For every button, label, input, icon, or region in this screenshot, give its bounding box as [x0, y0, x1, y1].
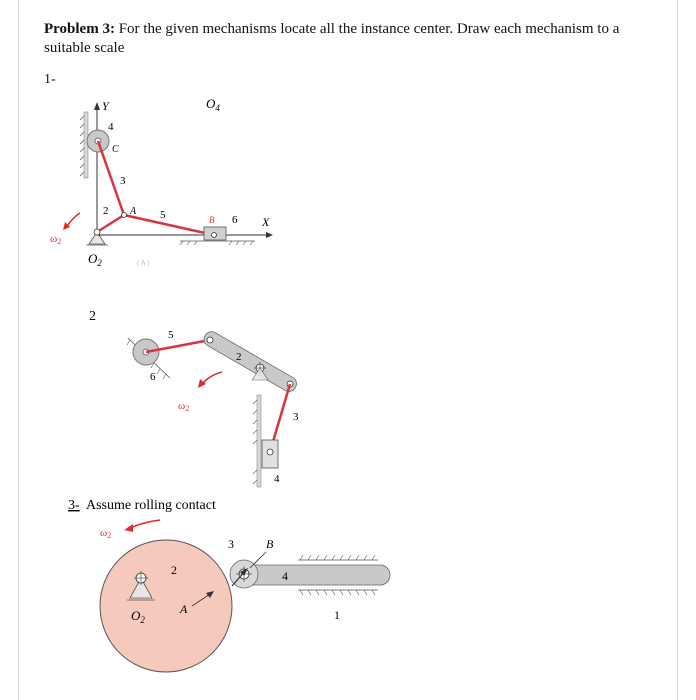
label-y: Y — [102, 99, 109, 113]
x-axis-arrow-icon — [266, 232, 273, 238]
label-a: A — [180, 602, 188, 616]
omega2-arrow-icon — [124, 524, 133, 532]
label-omega2: ω2 — [50, 233, 62, 246]
label-link3: 3 — [120, 175, 126, 187]
label-partial: ( A ) — [137, 259, 150, 267]
figure3-number: 3- — [68, 498, 80, 513]
label-o2: $O_2$ — [131, 608, 145, 625]
label-link1: 1 — [334, 608, 340, 622]
label-x: X — [262, 215, 270, 229]
label-link6: 6 — [150, 371, 156, 383]
ground-hatch-bottom — [300, 590, 375, 595]
figure-1 — [50, 96, 273, 268]
label-link4: 4 — [108, 121, 114, 133]
ground-hatch-top — [300, 555, 375, 560]
ground-vertical — [257, 395, 261, 487]
figure2-number: 2 — [89, 309, 96, 324]
y-axis-arrow-icon — [94, 102, 100, 110]
label-link3: 3 — [293, 411, 299, 423]
label-b: B — [266, 537, 274, 551]
figure1-number: 1- — [44, 72, 56, 87]
disk-2 — [100, 540, 232, 672]
label-omega2: ω2 — [100, 527, 112, 540]
figure-2 — [89, 309, 299, 487]
problem-label: Problem 3: — [44, 21, 115, 37]
joint-a — [122, 213, 127, 218]
joint-slider-4 — [267, 449, 273, 455]
figure3-title: Assume rolling contact — [86, 498, 216, 513]
label-link2: 2 — [171, 563, 177, 577]
label-c: C — [112, 144, 119, 155]
bar-link-4 — [236, 565, 390, 585]
label-link2: 2 — [103, 205, 109, 217]
omega2-arc — [202, 372, 222, 384]
label-link4: 4 — [274, 473, 280, 485]
label-link5: 5 — [168, 329, 174, 341]
ground-hatch-left — [80, 116, 84, 176]
label-a: A — [130, 206, 137, 217]
figure-3 — [68, 498, 390, 672]
label-link6: 6 — [232, 214, 238, 226]
label-o2: $O_2$ — [88, 251, 102, 268]
pivot-o2-pin — [94, 229, 100, 235]
link-2 — [97, 215, 124, 232]
omega2-arc — [130, 520, 160, 528]
label-link2: 2 — [236, 351, 242, 363]
label-omega2: ω2 — [178, 400, 190, 413]
label-link5: 5 — [160, 209, 166, 221]
ground-hatch-vertical — [253, 400, 257, 484]
bar-link-2 — [201, 329, 299, 394]
label-o4: $O_4$ — [206, 96, 220, 113]
label-b: B — [209, 215, 215, 225]
problem-text: For the given mechanisms locate all the instance center. Draw each mechanism to a suitable scale — [44, 21, 620, 56]
link-5 — [124, 215, 214, 235]
label-link3: 3 — [228, 537, 234, 551]
label-link4: 4 — [282, 569, 288, 583]
joint-link2-top — [207, 337, 213, 343]
ground-hatch-bottom — [180, 241, 253, 245]
joint-b — [212, 233, 217, 238]
